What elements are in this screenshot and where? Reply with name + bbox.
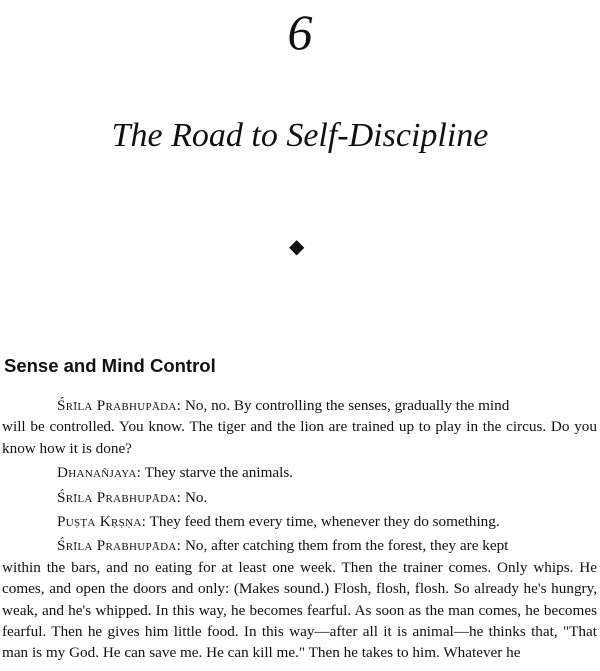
dialogue-body: [2, 395, 597, 667]
speaker-name: Śrīla Prabhupāda:: [57, 537, 182, 555]
speaker-name: Śrīla Prabhupāda:: [57, 488, 182, 506]
paragraph-first-line: No, after catching them from the forest, they are kept: [181, 537, 509, 555]
speaker-name: Śrīla Prabhupāda:: [57, 397, 182, 414]
speaker-name: Dhanañjaya:: [57, 464, 142, 482]
chapter-number: 6: [287, 4, 313, 60]
paragraph-first-line: They feed them every time, whenever they do something.: [146, 513, 500, 531]
paragraph-continuation: within the bars, and no eating for at least one week. Then the trainer comes. Only whips. He comes, and open the doors and only: (Makes sound.) Flosh, flosh, flosh. So already he's hungry, weak, and he's whipped. In this way, he becomes fearful. As soon as the man comes, he becomes fearful. Then he gives him little food. In this way—after all it is animal—he thinks that, "That man is my God. He can save me. He can kill me." Then he takes to him. Whatever he: [2, 558, 597, 662]
dialogue-paragraph: [2, 535, 597, 663]
speaker-name: Puṣṭa Kṛṣṇa:: [57, 513, 147, 531]
dialogue-paragraph: [57, 511, 597, 532]
paragraph-continuation: will be controlled. You know. The tiger and the lion are trained up to play in the circus. Do you know how it is done?: [2, 418, 597, 457]
chapter-title: The Road to Self-Discipline: [111, 117, 489, 154]
section-heading: Sense and Mind Control: [4, 355, 216, 376]
paragraph-first-line: They starve the animals.: [141, 464, 294, 482]
paragraph-first-line: No.: [181, 488, 208, 506]
dialogue-paragraph: [57, 487, 597, 508]
paragraph-first-line: No, no. By controlling the senses, gradually the mind: [181, 397, 510, 414]
dialogue-paragraph: [57, 462, 597, 483]
diamond-ornament-icon: ◆: [289, 236, 305, 258]
dialogue-paragraph: [2, 395, 597, 459]
